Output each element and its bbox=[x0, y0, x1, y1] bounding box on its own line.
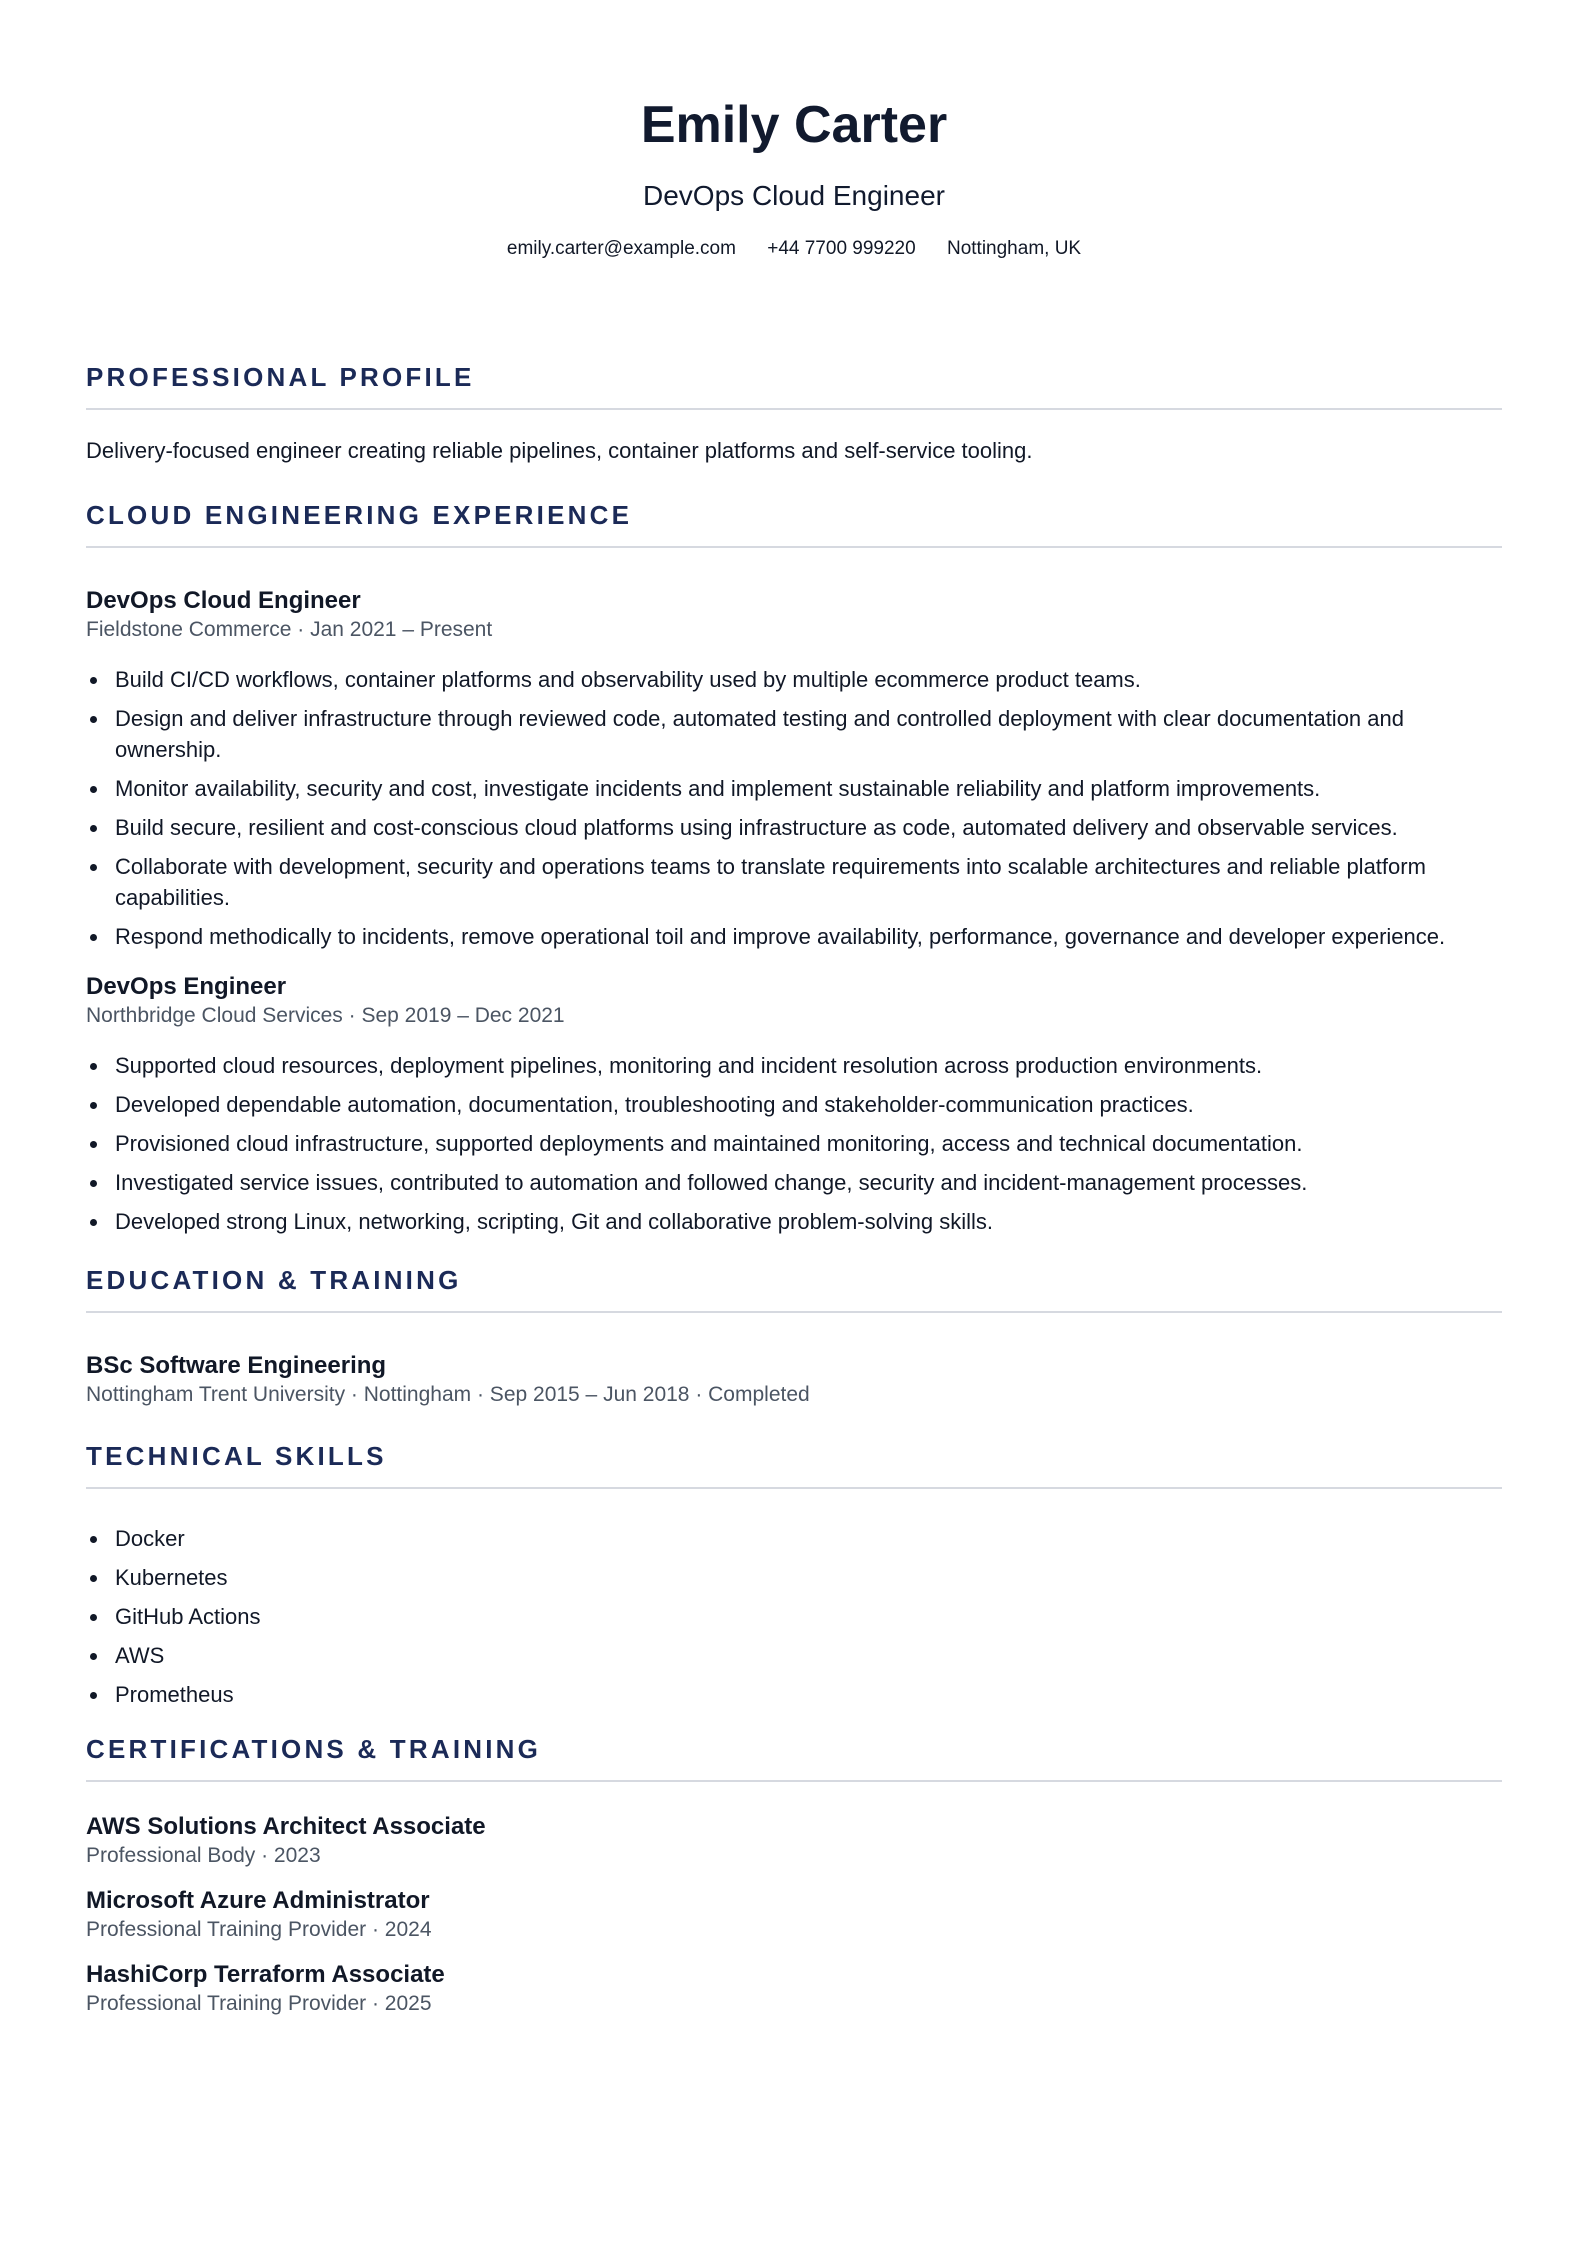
job-bullet: Collaborate with development, security and operations teams to translate requirements into scalable architectures and reliable platform capabilities. bbox=[115, 851, 1502, 913]
section-heading-profile: PROFESSIONAL PROFILE bbox=[86, 360, 1502, 410]
profile-section bbox=[86, 360, 1502, 466]
job-bullet: Developed dependable automation, documentation, troubleshooting and stakeholder-communication practices. bbox=[115, 1089, 1502, 1120]
certification-meta: Professional Body · 2023 bbox=[86, 1844, 321, 1867]
skill-item: AWS bbox=[115, 1640, 1502, 1671]
contact-location: Nottingham, UK bbox=[946, 238, 1082, 259]
certification-name: Microsoft Azure Administrator bbox=[86, 1887, 430, 1914]
education-section bbox=[86, 1263, 1502, 1409]
candidate-name: Emily Carter bbox=[640, 96, 948, 154]
certifications-section bbox=[86, 1732, 1502, 2018]
job-bullet: Supported cloud resources, deployment pipelines, monitoring and incident resolution across production environments. bbox=[115, 1050, 1502, 1081]
candidate-title: DevOps Cloud Engineer bbox=[643, 180, 945, 211]
job-bullet: Provisioned cloud infrastructure, supported deployments and maintained monitoring, access and technical documentation. bbox=[115, 1128, 1502, 1159]
contact-line bbox=[86, 236, 1502, 262]
education-meta: Nottingham Trent University · Nottingham · Sep 2015 – Jun 2018 · Completed bbox=[86, 1383, 810, 1406]
contact-email: emily.carter@example.com bbox=[506, 238, 736, 259]
certification-name: AWS Solutions Architect Associate bbox=[86, 1813, 486, 1840]
job-meta: Northbridge Cloud Services · Sep 2019 – Dec 2021 bbox=[86, 1004, 565, 1027]
skill-item: Kubernetes bbox=[115, 1562, 1502, 1593]
job-entry bbox=[86, 972, 1502, 1237]
job-bullet: Design and deliver infrastructure through reviewed code, automated testing and controlled deployment with clear documentation and ownership. bbox=[115, 703, 1502, 765]
job-entry bbox=[86, 586, 1502, 952]
job-meta: Fieldstone Commerce · Jan 2021 – Present bbox=[86, 618, 493, 641]
certification-entry bbox=[86, 1812, 1502, 1870]
certification-entry bbox=[86, 1886, 1502, 1944]
education-entry bbox=[86, 1351, 1502, 1409]
certification-meta: Professional Training Provider · 2024 bbox=[86, 1918, 432, 1941]
certification-entry bbox=[86, 1960, 1502, 2018]
skill-item: Prometheus bbox=[115, 1679, 1502, 1710]
section-heading-skills: TECHNICAL SKILLS bbox=[86, 1439, 1502, 1489]
degree-title: BSc Software Engineering bbox=[86, 1352, 387, 1379]
resume-header bbox=[86, 0, 1502, 262]
job-bullet: Monitor availability, security and cost, investigate incidents and implement sustainable reliability and platform improvements. bbox=[115, 773, 1502, 804]
job-bullets bbox=[86, 664, 1502, 952]
job-title: DevOps Cloud Engineer bbox=[86, 587, 361, 614]
experience-section bbox=[86, 498, 1502, 1237]
skills-list bbox=[86, 1523, 1502, 1710]
job-bullet: Build secure, resilient and cost-conscious cloud platforms using infrastructure as code, automated delivery and observable services. bbox=[115, 812, 1502, 843]
profile-summary: Delivery-focused engineer creating reliable pipelines, container platforms and self-service tooling. bbox=[86, 438, 1033, 463]
certification-meta: Professional Training Provider · 2025 bbox=[86, 1992, 432, 2015]
section-heading-experience: CLOUD ENGINEERING EXPERIENCE bbox=[86, 498, 1502, 548]
section-heading-certifications: CERTIFICATIONS & TRAINING bbox=[86, 1732, 1502, 1782]
job-bullet: Investigated service issues, contributed to automation and followed change, security and incident-management processes. bbox=[115, 1167, 1502, 1198]
job-bullets bbox=[86, 1050, 1502, 1237]
skill-item: Docker bbox=[115, 1523, 1502, 1554]
contact-phone: +44 7700 999220 bbox=[767, 238, 916, 259]
certification-name: HashiCorp Terraform Associate bbox=[86, 1961, 445, 1988]
job-bullet: Respond methodically to incidents, remove operational toil and improve availability, performance, governance and developer experience. bbox=[115, 921, 1502, 952]
section-heading-education: EDUCATION & TRAINING bbox=[86, 1263, 1502, 1313]
skill-item: GitHub Actions bbox=[115, 1601, 1502, 1632]
job-bullet: Developed strong Linux, networking, scripting, Git and collaborative problem-solving skills. bbox=[115, 1206, 1502, 1237]
skills-section bbox=[86, 1439, 1502, 1710]
job-title: DevOps Engineer bbox=[86, 973, 287, 1000]
job-bullet: Build CI/CD workflows, container platforms and observability used by multiple ecommerce product teams. bbox=[115, 664, 1502, 695]
